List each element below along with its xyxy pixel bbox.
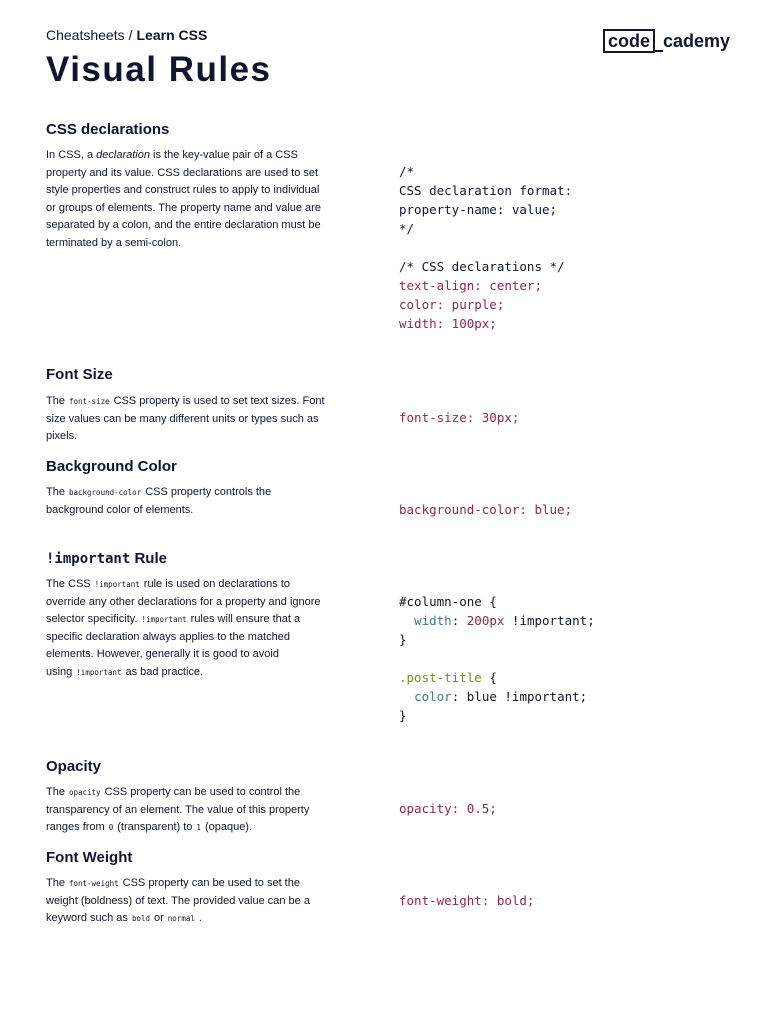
inline-code: font-size	[68, 397, 110, 406]
code-value: blue	[466, 689, 497, 704]
desc-text: is the key-value pair of a CSS property and its value. CSS declarations are used to set style properties and construct rules to apply to individual or groups of elements. The property name and value are separated by a colon, and the entire declaration must be terminated by a semi-colon.	[46, 149, 321, 249]
section-title-css-declarations: CSS declarations	[46, 121, 170, 138]
inline-code: !important	[94, 580, 140, 589]
code-important: !important;	[496, 689, 588, 704]
desc-text: as bad practice.	[125, 665, 204, 678]
logo-code-box: code	[603, 29, 655, 53]
desc-text: (opaque).	[204, 821, 253, 833]
code-brace: }	[399, 708, 407, 723]
desc-text: The	[46, 786, 65, 798]
code-brace: {	[481, 670, 497, 685]
section-desc-background-color	[46, 484, 331, 519]
section-title-font-weight: Font Weight	[46, 849, 133, 866]
desc-text: CSS property can be used to control the transparency of an element. The value of this property ranges from	[46, 786, 310, 833]
breadcrumb-separator: /	[128, 27, 133, 43]
code-value: 200px	[466, 613, 505, 628]
code-example-background-color	[399, 500, 572, 519]
code-colon: :	[451, 689, 467, 704]
breadcrumb	[46, 27, 207, 43]
code-example-important-rule	[399, 592, 595, 725]
code-line: color: purple;	[399, 297, 505, 312]
inline-code: normal	[167, 914, 195, 923]
code-example-opacity	[399, 799, 497, 818]
inline-code: !important	[76, 667, 122, 677]
section-desc-css-declarations	[46, 147, 331, 252]
section-title-font-size: Font Size	[46, 366, 113, 383]
code-example-font-weight	[399, 891, 534, 910]
logo-cursor	[655, 50, 663, 52]
desc-text: The	[46, 486, 65, 498]
inline-code: 0	[108, 823, 114, 832]
inline-code: !important	[141, 615, 187, 624]
section-title-opacity: Opacity	[46, 758, 102, 775]
desc-text: CSS property controls the background color of elements.	[46, 486, 272, 516]
code-colon: :	[451, 613, 467, 628]
desc-emphasis: declaration	[96, 149, 150, 161]
desc-text: or	[154, 912, 164, 924]
codecademy-logo[interactable]	[603, 29, 730, 53]
inline-code: 1	[196, 823, 201, 832]
title-rest: Rule	[134, 550, 167, 567]
code-property: color	[414, 689, 452, 704]
desc-text: .	[198, 912, 202, 924]
code-line: font-weight: bold;	[399, 893, 535, 908]
section-desc-font-weight	[46, 875, 331, 928]
desc-text: In CSS, a	[46, 149, 97, 161]
desc-text: (transparent) to	[117, 821, 193, 833]
desc-text: CSS property is used to set text sizes. Font size values can be many different units or types such as pixels.	[46, 395, 325, 442]
section-desc-font-size	[46, 393, 331, 446]
section-title-background-color: Background Color	[46, 458, 177, 475]
desc-text: The CSS	[46, 578, 91, 590]
title-code-word: !important	[46, 551, 131, 567]
code-example-font-size	[399, 408, 519, 427]
section-desc-opacity	[46, 784, 331, 837]
inline-code: opacity	[68, 788, 101, 797]
breadcrumb-current[interactable]: Learn CSS	[136, 27, 208, 43]
desc-text: The	[46, 395, 65, 407]
breadcrumb-parent-link[interactable]: Cheatsheets	[46, 27, 125, 43]
inline-code: font-weight	[68, 879, 119, 888]
code-selector: #column-one {	[399, 594, 497, 609]
code-brace: }	[399, 632, 407, 647]
code-line: background-color: blue;	[399, 502, 573, 517]
code-selector: .post-title	[399, 670, 482, 685]
code-line: font-size: 30px;	[399, 410, 520, 425]
inline-code: background-color	[68, 488, 142, 497]
page-title: Visual Rules	[46, 50, 272, 89]
desc-text: rule is used on declarations to override any other declarations for a property and ignore selector specificity.	[46, 578, 321, 625]
code-property: width	[414, 613, 452, 628]
code-important: !important;	[504, 613, 595, 628]
code-comment: /* CSS declaration format: property-name: value; */ /* CSS declarations */	[399, 164, 573, 274]
code-line: width: 100px;	[399, 316, 497, 331]
code-line: text-align: center;	[399, 278, 542, 293]
desc-text: CSS property can be used to set the weight (boldness) of text. The provided value can be a keyword such as	[46, 877, 310, 924]
code-example-css-declarations	[399, 162, 572, 333]
code-line: opacity: 0.5;	[399, 801, 497, 816]
desc-text: rules will ensure that a specific declaration always applies to the matched elements. However, generally it is good to avoid using	[46, 613, 301, 678]
section-desc-important-rule	[46, 576, 331, 681]
logo-cademy-text: cademy	[663, 30, 731, 51]
section-title-important-rule	[46, 550, 167, 567]
inline-code: bold	[131, 914, 150, 923]
desc-text: The	[46, 877, 65, 889]
